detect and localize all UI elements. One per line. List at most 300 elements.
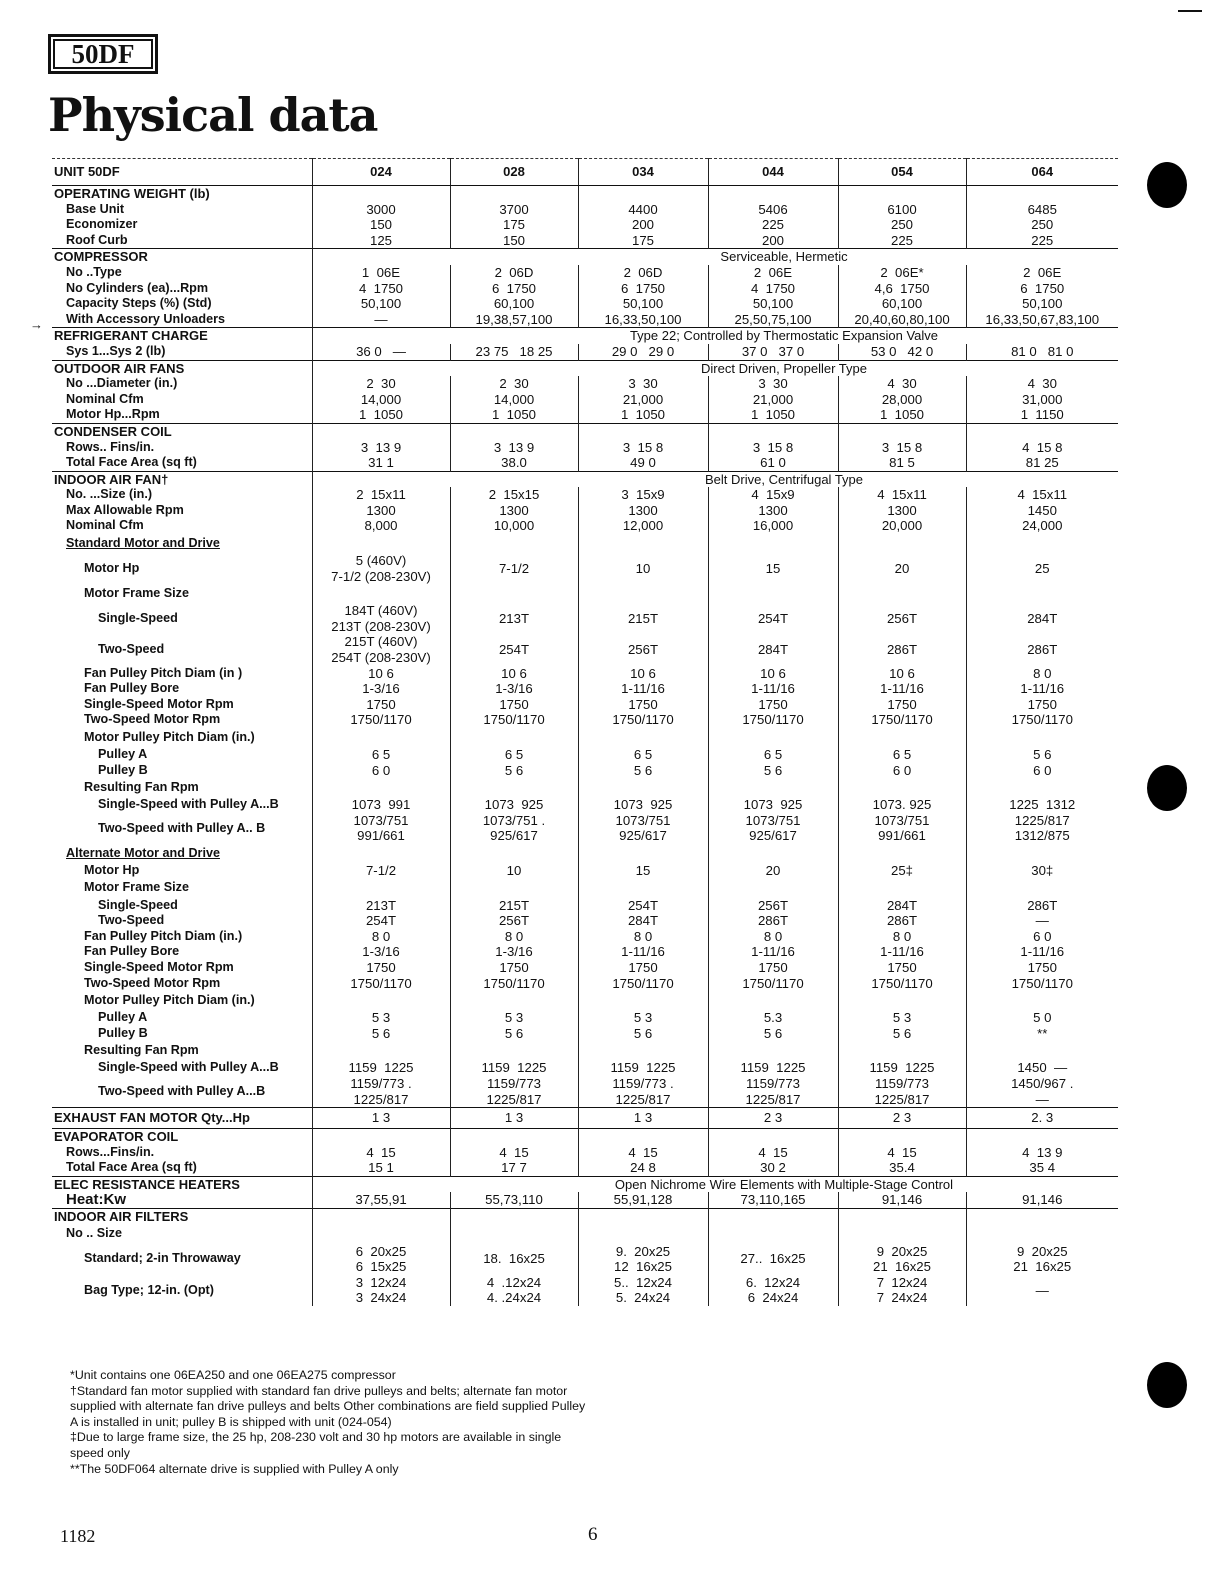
spacer-cell bbox=[708, 991, 838, 1010]
table-cell: 1 3 bbox=[578, 1108, 708, 1129]
table-row bbox=[52, 778, 1118, 797]
table-cell: 6 5 bbox=[708, 747, 838, 763]
row-label: Economizer bbox=[66, 217, 138, 232]
table-cell: 1 06E bbox=[312, 265, 450, 281]
table-cell: 1750 bbox=[450, 960, 578, 976]
table-cell: 1073 925 bbox=[450, 797, 578, 813]
row-label: Sys 1...Sys 2 (lb) bbox=[66, 343, 166, 358]
table-cell: 5 3 bbox=[312, 1010, 450, 1026]
table-cell: 1750 bbox=[578, 960, 708, 976]
table-row bbox=[52, 344, 1118, 360]
table-cell: 284T bbox=[838, 898, 966, 914]
row-label: Pulley A bbox=[98, 747, 148, 761]
spacer-cell bbox=[578, 584, 708, 603]
table-cell: 4 15x11 bbox=[838, 487, 966, 503]
table-cell: ** bbox=[966, 1026, 1118, 1042]
table-cell: 254T bbox=[578, 898, 708, 914]
table-cell: 2 30 bbox=[312, 376, 450, 392]
table-cell: 2. 3 bbox=[966, 1108, 1118, 1129]
spacer-cell bbox=[838, 186, 966, 202]
spacer-cell bbox=[838, 423, 966, 439]
table-row bbox=[52, 844, 1118, 863]
table-cell: 4 15 bbox=[708, 1145, 838, 1161]
table-cell: 2 3 bbox=[708, 1108, 838, 1129]
table-cell: 10 6 bbox=[838, 666, 966, 682]
table-row bbox=[52, 1160, 1118, 1176]
table-cell: 8 0 bbox=[578, 929, 708, 945]
spacer-cell bbox=[450, 728, 578, 747]
table-cell: 20,000 bbox=[838, 518, 966, 534]
section-note: Open Nichrome Wire Elements with Multiple-Stage Control bbox=[450, 1176, 1118, 1192]
spacer-cell bbox=[708, 423, 838, 439]
spacer-cell bbox=[578, 186, 708, 202]
table-cell: 2 06D bbox=[450, 265, 578, 281]
spacer-cell bbox=[578, 778, 708, 797]
table-row bbox=[52, 813, 1118, 844]
table-cell: 286T bbox=[966, 634, 1118, 665]
spacer-cell bbox=[312, 1225, 450, 1244]
section-row bbox=[52, 423, 1118, 439]
table-cell: 254T bbox=[312, 913, 450, 929]
header-row bbox=[52, 159, 1118, 186]
spacer-cell bbox=[578, 1209, 708, 1225]
table-cell: 5.3 bbox=[708, 1010, 838, 1026]
table-row bbox=[52, 392, 1118, 408]
table-cell: 1-11/16 bbox=[838, 681, 966, 697]
table-cell: 1750 bbox=[312, 697, 450, 713]
table-cell: 20 bbox=[708, 863, 838, 879]
table-cell: 15 bbox=[578, 863, 708, 879]
spacer-cell bbox=[450, 991, 578, 1010]
table-cell: 7-1/2 bbox=[450, 553, 578, 584]
table-cell: 256T bbox=[578, 634, 708, 665]
section-row bbox=[52, 1209, 1118, 1225]
model-header: 054 bbox=[838, 159, 966, 186]
spacer-cell bbox=[450, 844, 578, 863]
row-label: Standard; 2-in Throwaway bbox=[84, 1251, 241, 1266]
table-cell: 5 3 bbox=[838, 1010, 966, 1026]
table-cell: 1159/773 1225/817 bbox=[708, 1076, 838, 1108]
section-title: INDOOR AIR FILTERS bbox=[52, 1209, 312, 1225]
spacer-cell bbox=[450, 778, 578, 797]
row-label: Two-Speed with Pulley A.. B bbox=[98, 820, 266, 835]
model-header: 028 bbox=[450, 159, 578, 186]
spacer-cell bbox=[838, 778, 966, 797]
table-row bbox=[52, 312, 1118, 328]
table-row bbox=[52, 1192, 1118, 1208]
spacer-cell bbox=[312, 584, 450, 603]
section-title: ELEC RESISTANCE HEATERS bbox=[52, 1176, 312, 1192]
spacer-cell bbox=[708, 778, 838, 797]
table-cell: 91,146 bbox=[966, 1192, 1118, 1208]
table-cell: 3 30 bbox=[578, 376, 708, 392]
spacer-cell bbox=[708, 879, 838, 898]
table-cell: 1-3/16 bbox=[450, 681, 578, 697]
table-cell: 254T bbox=[708, 603, 838, 634]
table-row bbox=[52, 518, 1118, 534]
table-cell: 1750/1170 bbox=[450, 976, 578, 992]
table-cell: 1-11/16 bbox=[838, 944, 966, 960]
table-row bbox=[52, 265, 1118, 281]
table-cell: 15 1 bbox=[312, 1160, 450, 1176]
model-header: 044 bbox=[708, 159, 838, 186]
table-cell: 49 0 bbox=[578, 455, 708, 471]
table-cell: 3 13 9 bbox=[312, 440, 450, 456]
table-cell: 1159/773 . 1225/817 bbox=[312, 1076, 450, 1108]
table-cell: 1750 bbox=[450, 697, 578, 713]
table-cell: 2 06E bbox=[708, 265, 838, 281]
table-row bbox=[52, 797, 1118, 813]
table-cell: 1750/1170 bbox=[966, 976, 1118, 992]
table-cell: 21,000 bbox=[708, 392, 838, 408]
spacer-cell bbox=[578, 1225, 708, 1244]
table-cell: 7 12x24 7 24x24 bbox=[838, 1275, 966, 1306]
table-cell: 6 0 bbox=[312, 763, 450, 779]
table-cell: 250 bbox=[966, 217, 1118, 233]
table-cell: 73,110,165 bbox=[708, 1192, 838, 1208]
table-cell: 1-3/16 bbox=[312, 681, 450, 697]
table-cell: 200 bbox=[578, 217, 708, 233]
spacer-cell bbox=[708, 186, 838, 202]
table-cell: 1159 1225 bbox=[312, 1060, 450, 1076]
table-cell: 150 bbox=[312, 217, 450, 233]
section-note: Direct Driven, Propeller Type bbox=[450, 360, 1118, 376]
spacer-cell bbox=[578, 423, 708, 439]
table-cell: 1 1050 bbox=[708, 407, 838, 423]
spacer-cell bbox=[838, 879, 966, 898]
table-cell: 9 20x25 21 16x25 bbox=[966, 1244, 1118, 1275]
table-cell: 215T (460V) 254T (208-230V) bbox=[312, 634, 450, 665]
table-cell: 286T bbox=[966, 898, 1118, 914]
table-cell: 256T bbox=[708, 898, 838, 914]
section-title: COMPRESSOR bbox=[52, 249, 312, 265]
table-cell: 1-11/16 bbox=[708, 944, 838, 960]
table-cell: 81 25 bbox=[966, 455, 1118, 471]
table-cell: 50,100 bbox=[966, 296, 1118, 312]
spacer-cell bbox=[966, 778, 1118, 797]
table-row bbox=[52, 1076, 1118, 1108]
section-title: INDOOR AIR FAN† bbox=[52, 471, 312, 487]
row-label: Fan Pulley Pitch Diam (in.) bbox=[84, 928, 243, 943]
table-row bbox=[52, 1275, 1118, 1306]
table-cell: 4 1750 bbox=[708, 281, 838, 297]
row-label: Capacity Steps (%) (Std) bbox=[66, 296, 212, 311]
table-cell: 1750 bbox=[708, 697, 838, 713]
table-cell: 5 6 bbox=[450, 1026, 578, 1042]
spacer-cell bbox=[450, 1209, 578, 1225]
table-cell: 4 15 8 bbox=[966, 440, 1118, 456]
spacer-cell bbox=[578, 991, 708, 1010]
model-header: 034 bbox=[578, 159, 708, 186]
section-row bbox=[52, 249, 1118, 265]
spacer-cell bbox=[578, 1041, 708, 1060]
table-cell: 1 1050 bbox=[450, 407, 578, 423]
spacer-cell bbox=[708, 1209, 838, 1225]
table-cell: 1 1050 bbox=[838, 407, 966, 423]
table-cell: 61 0 bbox=[708, 455, 838, 471]
table-cell: — bbox=[966, 913, 1118, 929]
table-row bbox=[52, 553, 1118, 584]
table-cell: 4,6 1750 bbox=[838, 281, 966, 297]
spacer-cell bbox=[312, 186, 450, 202]
spacer-cell bbox=[312, 1041, 450, 1060]
spacer-cell bbox=[838, 1225, 966, 1244]
table-cell: 2 06E* bbox=[838, 265, 966, 281]
table-cell: 4400 bbox=[578, 202, 708, 218]
row-label: Single-Speed bbox=[98, 611, 178, 626]
spacer-cell bbox=[450, 1041, 578, 1060]
table-cell: 3 15 8 bbox=[708, 440, 838, 456]
section-row bbox=[52, 360, 1118, 376]
row-label: No ..Type bbox=[66, 264, 122, 279]
section-title: EVAPORATOR COIL bbox=[52, 1129, 312, 1145]
row-label: With Accessory Unloaders bbox=[66, 311, 225, 326]
row-label: Roof Curb bbox=[66, 232, 128, 247]
row-label: Motor Pulley Pitch Diam (in.) bbox=[84, 992, 255, 1007]
table-cell: 14,000 bbox=[312, 392, 450, 408]
table-cell: 1 1150 bbox=[966, 407, 1118, 423]
section-title: REFRIGERANT CHARGE bbox=[52, 328, 312, 344]
table-cell: 10 6 bbox=[578, 666, 708, 682]
row-label: Fan Pulley Bore bbox=[84, 944, 180, 959]
table-cell: 5 6 bbox=[578, 763, 708, 779]
spacer-cell bbox=[450, 584, 578, 603]
spacer-cell bbox=[708, 534, 838, 553]
table-cell: 3000 bbox=[312, 202, 450, 218]
table-cell: 1073 925 bbox=[578, 797, 708, 813]
table-cell: 18. 16x25 bbox=[450, 1244, 578, 1275]
table-cell: 5 6 bbox=[838, 1026, 966, 1042]
table-cell: 8 0 bbox=[708, 929, 838, 945]
table-row bbox=[52, 763, 1118, 779]
table-cell: 4 13 9 bbox=[966, 1145, 1118, 1161]
model-header: 024 bbox=[312, 159, 450, 186]
table-cell: 7-1/2 bbox=[312, 863, 450, 879]
section-note: Belt Drive, Centrifugal Type bbox=[450, 471, 1118, 487]
row-label: Single-Speed bbox=[98, 897, 178, 912]
table-cell: 28,000 bbox=[838, 392, 966, 408]
table-cell: 10 bbox=[450, 863, 578, 879]
table-cell: 125 bbox=[312, 233, 450, 249]
table-cell: 4 30 bbox=[838, 376, 966, 392]
table-cell: 1-3/16 bbox=[312, 944, 450, 960]
table-row bbox=[52, 503, 1118, 519]
row-label: Pulley A bbox=[98, 1010, 148, 1025]
table-cell: 4 15x11 bbox=[966, 487, 1118, 503]
table-row bbox=[52, 1244, 1118, 1275]
spacer-cell bbox=[312, 534, 450, 553]
table-cell: 200 bbox=[708, 233, 838, 249]
table-cell: 6 0 bbox=[838, 763, 966, 779]
spacer-cell bbox=[312, 328, 450, 344]
row-label: No ...Diameter (in.) bbox=[66, 376, 178, 391]
table-cell: 284T bbox=[966, 603, 1118, 634]
table-row bbox=[52, 233, 1118, 249]
table-cell: 1225/817 1312/875 bbox=[966, 813, 1118, 844]
table-cell: 19,38,57,100 bbox=[450, 312, 578, 328]
table-cell: 1-11/16 bbox=[708, 681, 838, 697]
table-cell: 6. 12x24 6 24x24 bbox=[708, 1275, 838, 1306]
table-cell: 5 6 bbox=[966, 747, 1118, 763]
table-cell: 8 0 bbox=[450, 929, 578, 945]
table-row bbox=[52, 407, 1118, 423]
spacer-cell bbox=[966, 423, 1118, 439]
table-cell: 4 .12x24 4. .24x24 bbox=[450, 1275, 578, 1306]
row-label: Alternate Motor and Drive bbox=[66, 845, 220, 860]
row-label: Two-Speed with Pulley A...B bbox=[98, 1083, 266, 1098]
table-row bbox=[52, 1060, 1118, 1076]
section-row bbox=[52, 471, 1118, 487]
table-cell: 1159 1225 bbox=[450, 1060, 578, 1076]
page-title: Physical data bbox=[48, 88, 378, 142]
footnote: **The 50DF064 alternate drive is supplied with Pulley A only bbox=[70, 1461, 399, 1476]
table-cell: 35.4 bbox=[838, 1160, 966, 1176]
table-cell: 1-11/16 bbox=[578, 681, 708, 697]
spacer-cell bbox=[838, 584, 966, 603]
table-cell: 1-3/16 bbox=[450, 944, 578, 960]
table-cell: 1750 bbox=[708, 960, 838, 976]
spacer-cell bbox=[838, 844, 966, 863]
table-cell: 50,100 bbox=[578, 296, 708, 312]
row-label: Standard Motor and Drive bbox=[66, 535, 220, 550]
table-body bbox=[52, 186, 1118, 1307]
unit-label: UNIT 50DF bbox=[52, 159, 312, 186]
table-cell: 6485 bbox=[966, 202, 1118, 218]
spacer-cell bbox=[312, 360, 450, 376]
spacer-cell bbox=[966, 1041, 1118, 1060]
table-row bbox=[52, 898, 1118, 914]
table-cell: 24,000 bbox=[966, 518, 1118, 534]
table-cell: 5 6 bbox=[708, 1026, 838, 1042]
row-label: Two-Speed bbox=[98, 913, 165, 928]
table-cell: 250 bbox=[838, 217, 966, 233]
table-row bbox=[52, 1041, 1118, 1060]
footnote: ‡Due to large frame size, the 25 hp, 208-230 volt and 30 hp motors are available in single speed only bbox=[70, 1430, 562, 1460]
table-cell: 3 15 8 bbox=[838, 440, 966, 456]
table-row bbox=[52, 455, 1118, 471]
spacer-cell bbox=[708, 1225, 838, 1244]
spacer-cell bbox=[578, 879, 708, 898]
table-cell: 5 6 bbox=[312, 1026, 450, 1042]
table-cell: 256T bbox=[450, 913, 578, 929]
table-cell: 8,000 bbox=[312, 518, 450, 534]
table-cell: 1450 — bbox=[966, 1060, 1118, 1076]
table-cell: 3 30 bbox=[708, 376, 838, 392]
table-row bbox=[52, 863, 1118, 879]
spacer-cell bbox=[838, 1129, 966, 1145]
table-row bbox=[52, 440, 1118, 456]
table-row bbox=[52, 534, 1118, 553]
spacer-cell bbox=[966, 1209, 1118, 1225]
table-cell: 36 0 — bbox=[312, 344, 450, 360]
table-cell: 1750/1170 bbox=[578, 976, 708, 992]
table-cell: 6 0 bbox=[966, 763, 1118, 779]
row-label: Two-Speed Motor Rpm bbox=[84, 712, 221, 727]
table-cell: 1300 bbox=[578, 503, 708, 519]
table-cell: 1-11/16 bbox=[966, 944, 1118, 960]
table-cell: 6 5 bbox=[450, 747, 578, 763]
spacer-cell bbox=[578, 534, 708, 553]
spacer-cell bbox=[838, 1209, 966, 1225]
table-cell: 16,33,50,67,83,100 bbox=[966, 312, 1118, 328]
table-row bbox=[52, 202, 1118, 218]
table-cell: 24 8 bbox=[578, 1160, 708, 1176]
row-label: Resulting Fan Rpm bbox=[84, 779, 199, 794]
table-cell: 10 bbox=[578, 553, 708, 584]
spacer-cell bbox=[838, 728, 966, 747]
table-cell: 1450/967 . — bbox=[966, 1076, 1118, 1108]
margin-arrow: → bbox=[30, 317, 43, 332]
table-row bbox=[52, 879, 1118, 898]
table-cell: 6100 bbox=[838, 202, 966, 218]
row-label: Fan Pulley Bore bbox=[84, 681, 180, 696]
table-cell: 91,146 bbox=[838, 1192, 966, 1208]
table-cell: 53 0 42 0 bbox=[838, 344, 966, 360]
table-row bbox=[52, 976, 1118, 992]
table-cell: 60,100 bbox=[838, 296, 966, 312]
table-cell: 81 0 81 0 bbox=[966, 344, 1118, 360]
table-cell: 23 75 18 25 bbox=[450, 344, 578, 360]
table-cell: 286T bbox=[708, 913, 838, 929]
row-label: Total Face Area (sq ft) bbox=[66, 455, 197, 470]
table-cell: 50,100 bbox=[708, 296, 838, 312]
table-cell: 4 15 bbox=[312, 1145, 450, 1161]
table-row bbox=[52, 1145, 1118, 1161]
spacer-cell bbox=[312, 778, 450, 797]
table-cell: 1750 bbox=[578, 697, 708, 713]
table-cell: 37,55,91 bbox=[312, 1192, 450, 1208]
spacer-cell bbox=[966, 534, 1118, 553]
table-cell: 5 6 bbox=[450, 763, 578, 779]
table-cell: 1159 1225 bbox=[578, 1060, 708, 1076]
spacer-cell bbox=[708, 1129, 838, 1145]
table-cell: 10 6 bbox=[708, 666, 838, 682]
table-cell: 286T bbox=[838, 634, 966, 665]
row-label: No .. Size bbox=[66, 1226, 122, 1241]
table-cell: 6 0 bbox=[966, 929, 1118, 945]
row-label: Single-Speed Motor Rpm bbox=[84, 959, 234, 974]
table-cell: 1750/1170 bbox=[966, 712, 1118, 728]
table-cell: 2 3 bbox=[838, 1108, 966, 1129]
table-cell: 1073 991 bbox=[312, 797, 450, 813]
table-cell: 150 bbox=[450, 233, 578, 249]
table-cell: 1159 1225 bbox=[708, 1060, 838, 1076]
punch-hole-top bbox=[1147, 162, 1187, 208]
row-label: Motor Hp bbox=[84, 560, 140, 575]
table-cell: 184T (460V) 213T (208-230V) bbox=[312, 603, 450, 634]
table-cell: 38.0 bbox=[450, 455, 578, 471]
table-row bbox=[52, 296, 1118, 312]
table-cell: 4 15 bbox=[450, 1145, 578, 1161]
footnotes bbox=[70, 1368, 590, 1477]
table-cell: 1 1050 bbox=[312, 407, 450, 423]
row-label: No. ...Size (in.) bbox=[66, 487, 153, 502]
table-cell: 30‡ bbox=[966, 863, 1118, 879]
row-label: Heat:Kw bbox=[66, 1191, 127, 1209]
row-label: Motor Hp bbox=[84, 862, 140, 877]
table-cell: 1750/1170 bbox=[838, 976, 966, 992]
table-row bbox=[52, 1225, 1118, 1244]
table-cell: 12,000 bbox=[578, 518, 708, 534]
table-cell: 3 13 9 bbox=[450, 440, 578, 456]
table-row bbox=[52, 991, 1118, 1010]
table-cell: 1750/1170 bbox=[708, 712, 838, 728]
table-cell: 3 12x24 3 24x24 bbox=[312, 1275, 450, 1306]
table-row bbox=[52, 697, 1118, 713]
table-cell: 25‡ bbox=[838, 863, 966, 879]
table-cell: 284T bbox=[578, 913, 708, 929]
table-row bbox=[52, 603, 1118, 634]
